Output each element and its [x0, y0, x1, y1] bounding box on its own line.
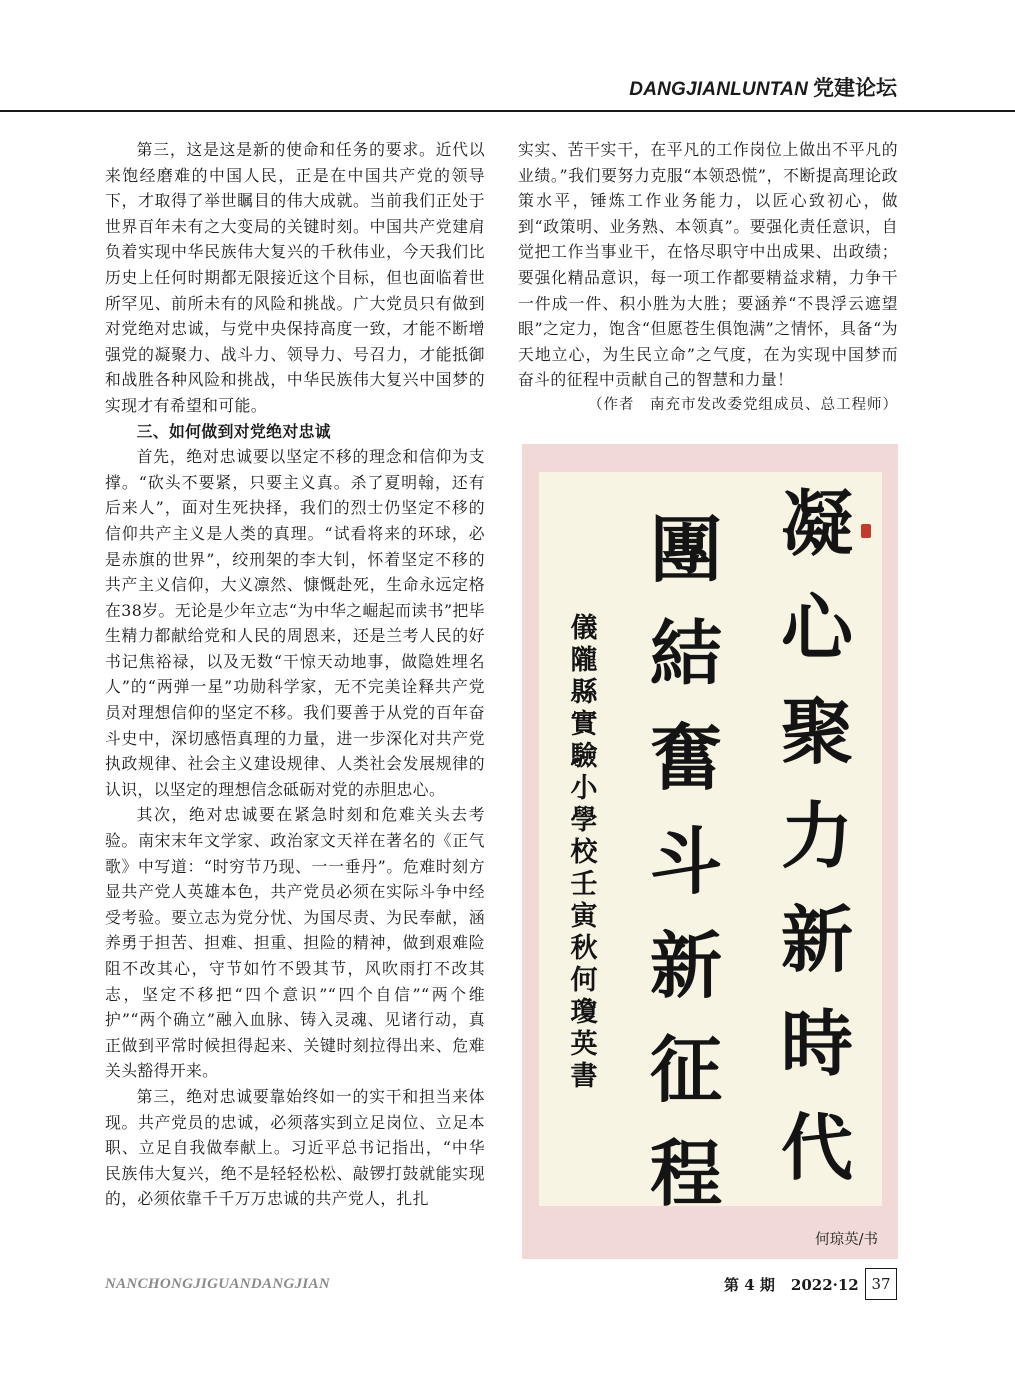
page-number: 37 [865, 1268, 897, 1300]
paragraph: 第三，这是这是新的使命和任务的要求。近代以来饱经磨难的中国人民，正是在中国共产党的领导下，才取得了举世瞩目的伟大成就。当前我们正处于世界百年未有之大变局的关键时刻。中国共产党建肩负着实现中华民族伟大复兴的千秋伟业，今天我们比历史上任何时期都无限接近这个目标，但也面临着世所罕见、前所未有的风险和挑战。广大党员只有做到对党绝对忠诚，与党中央保持高度一致，才能不断增强党的凝聚力、战斗力、领导力、号召力，才能抵御和战胜各种风险和挑战，中华民族伟大复兴中国梦的实现才有希望和可能。 [105, 140, 485, 415]
calligraphy-artwork [522, 444, 898, 1259]
header-rule [0, 110, 1015, 112]
header-title-en: DANGJIANLUNTAN [629, 79, 808, 100]
calligraphy-column-middle: 團結奮斗新征程 [649, 507, 722, 1216]
artwork-credit: 何琼英/书 [815, 1232, 878, 1248]
author-note: （作者 南充市发改委党组成员、总工程师） [588, 396, 898, 413]
running-header [0, 74, 897, 105]
calligraphy-inscription: 儀隴縣實驗小學校壬寅秋何瓊英書 [570, 613, 598, 1092]
journal-name: NANCHONGJIGUANDANGJIAN [105, 1276, 330, 1292]
paragraph: 实实、苦干实干，在平凡的工作岗位上做出不平凡的业绩。”我们要努力克服“本领恐慌”，不断提高理论政策水平，锤炼工作业务能力，以匠心致初心，做到“政策明、业务熟、本领真”。要强化责任意识，自觉把工作当事业干，在恪尽职守中出成果、出政绩；要强化精品意识，每一项工作都要精益求精，力争干一件成一件、积小胜为大胜；要涵养“不畏浮云遮望眼”之定力，饱含“但愿苍生俱饱满”之情怀，具备“为天地立心，为生民立命”之气度，在为实现中国梦而奋斗的征程中贡献自己的智慧和力量！ [518, 140, 898, 390]
paragraph: 其次，绝对忠诚要在紧急时刻和危难关头去考验。南宋末年文学家、政治家文天祥在著名的《正气歌》中写道：“时穷节乃现、一一垂丹”。危难时刻方显共产党人英雄本色，共产党员必须在实际斗争中经受考验。要立志为党分忧、为国尽责、为民奉献，涵养勇于担苦、担难、担重、担险的精神，做到艰难险阻不改其心，守节如竹不毁其节，风吹雨打不改其志，坚定不移把“四个意识”“四个自信”“两个维护”“两个确立”融入血脉、铸入灵魂、见诸行动，真正做到平常时候担得起来、关键时刻拉得出来、危难关头豁得开来。 [105, 805, 485, 1081]
issue-date: 2022·12 [790, 1276, 859, 1294]
left-column [105, 137, 485, 1212]
paragraph: 首先，绝对忠诚要以坚定不移的理念和信仰为支撑。“砍头不要紧，只要主义真。杀了夏明翰，还有后来人”，面对生死抉择，我们的烈士仍坚定不移的信仰共产主义是人类的真理。“试看将来的环球，必是赤旗的世界”，绞刑架的李大钊，怀着坚定不移的共产主义信仰，大义凛然、慷慨赴死，生命永远定格在38岁。无论是少年立志“为中华之崛起而读书”把毕生精力都献给党和人民的周恩来，还是兰考人民的好书记焦裕禄，以及无数“干惊天动地事，做隐姓埋名人”的“两弹一星”功勋科学家，无不完美诠释共产党员对理想信仰的坚定不移。我们要善于从党的百年奋斗史中，深切感悟真理的力量，进一步深化对共产党执政规律、社会主义建设规律、人类社会发展规律的认识，以坚定的理想信念砥砺对党的赤胆忠心。 [105, 447, 485, 799]
calligraphy-column-right: 凝心聚力新時代 [780, 481, 853, 1190]
calligraphy-paper [539, 472, 882, 1216]
paragraph: 第三，绝对忠诚要靠始终如一的实干和担当来体现。共产党员的忠诚，必须落实到立足岗位、立足本职、立足自我做奉献上。习近平总书记指出，“中华民族伟大复兴，绝不是轻轻松松、敲锣打鼓就能实现的，必须依靠千千万万忠诚的共产党人，扎扎 [105, 1086, 485, 1209]
issue-number: 第 4 期 [724, 1276, 775, 1294]
seal-stamp [861, 524, 871, 538]
section-heading: 三、如何做到对党绝对忠诚 [136, 421, 331, 441]
issue-info [724, 1272, 859, 1298]
header-title-cn: 党建论坛 [813, 77, 897, 100]
right-column [518, 137, 898, 419]
